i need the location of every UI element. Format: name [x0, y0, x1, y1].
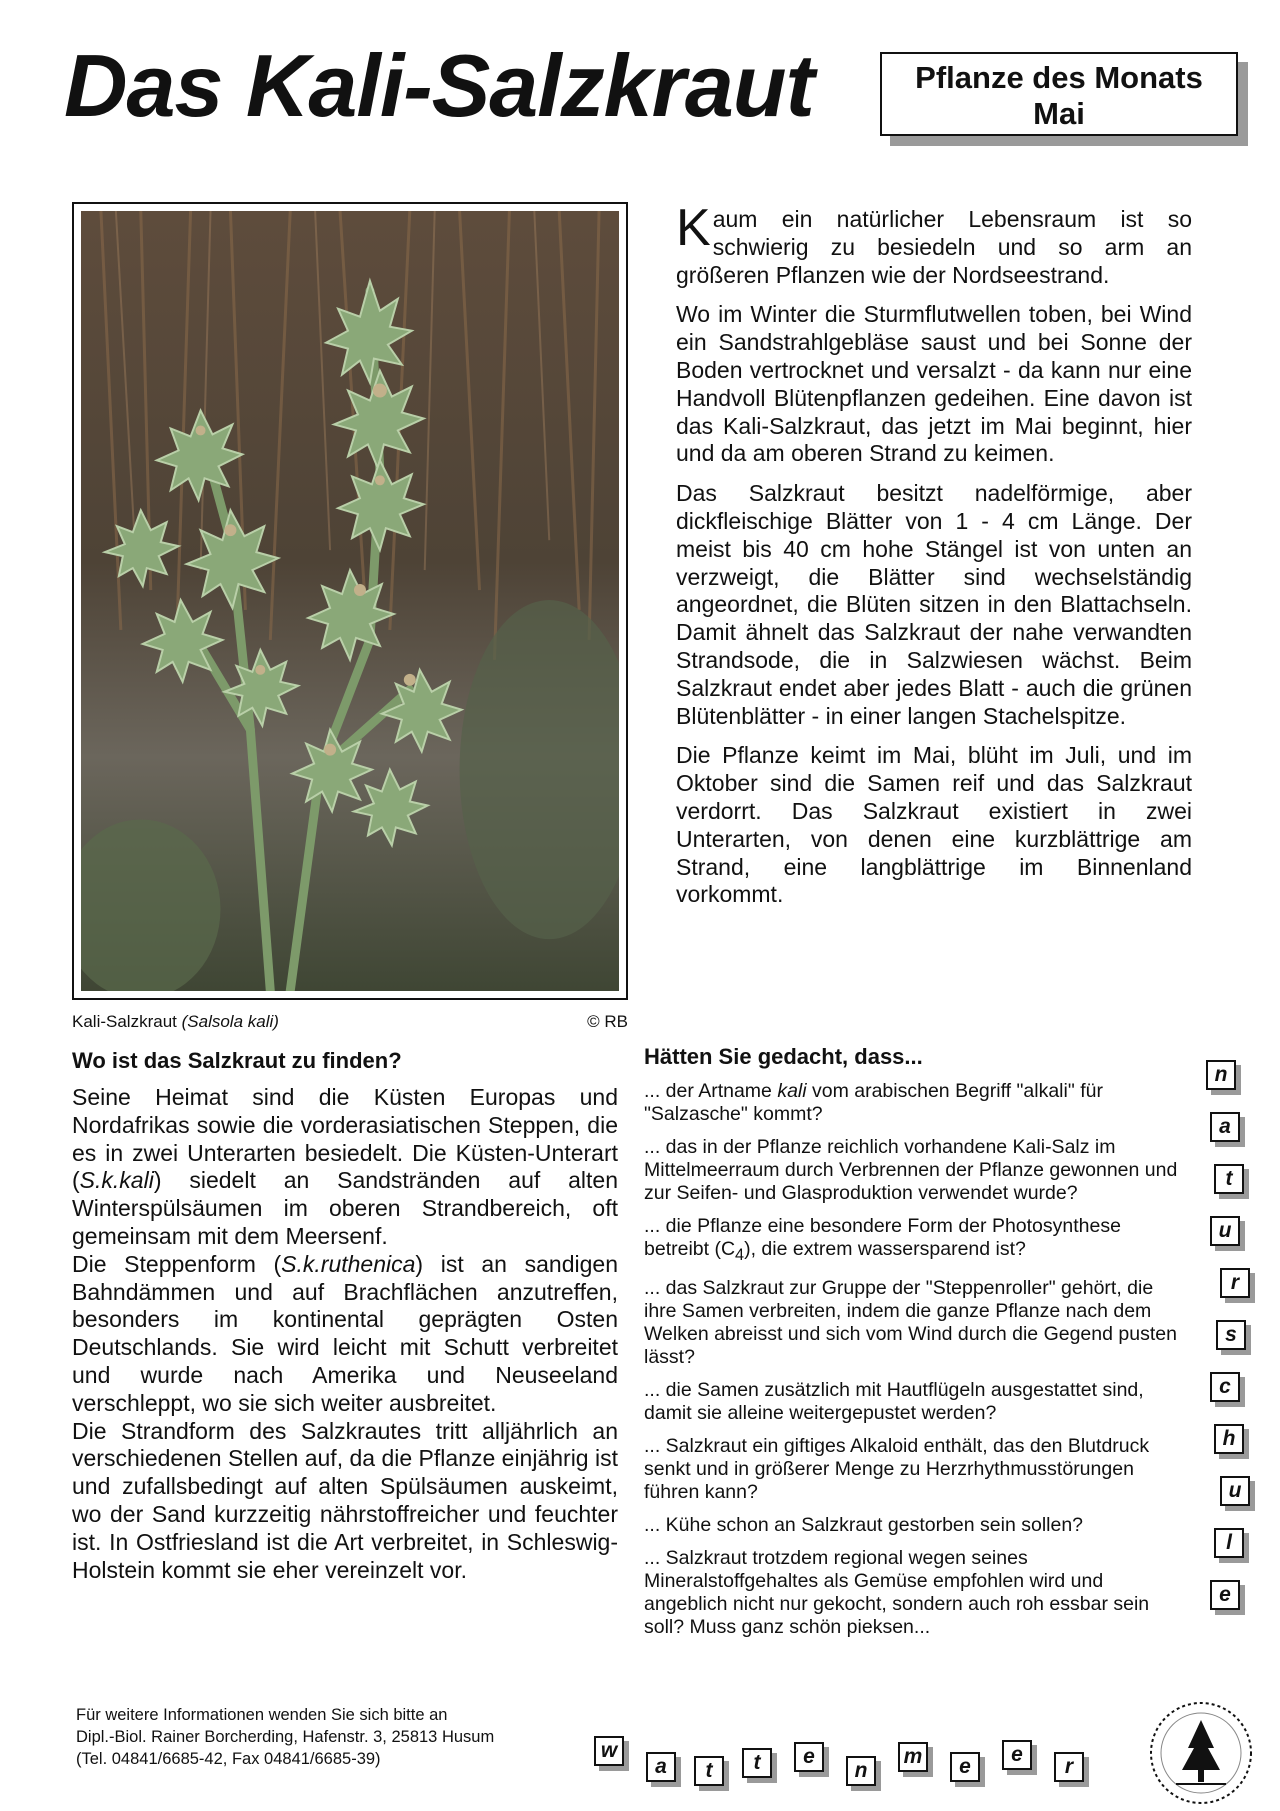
tree-stamp-icon: [1146, 1698, 1256, 1808]
contact-line2: Dipl.-Biol. Rainer Borcherding, Hafenstr. 3, 25813 Husum: [76, 1728, 495, 1746]
letter-tile: l: [1214, 1528, 1244, 1558]
intro-p2: Wo im Winter die Sturmflutwellen toben, bei Wind ein Sandstrahlgebläse saust und bei Sonne der Boden vertrocknet und versalzt - da kann nur eine Handvoll Blütenpflanzen gedeihen. Eine davon ist das Kali-Salzkraut, das jetzt im Mai beginnt, hier und da am oberen Strand zu keimen.: [676, 301, 1192, 467]
intro-p1: aum ein natürlicher Lebensraum ist so schwierig zu besiedeln und so arm an größeren Pflanzen wie der Nordseestrand.: [676, 206, 1192, 288]
letter-tile: t: [694, 1756, 724, 1786]
letter-tile: u: [1210, 1216, 1240, 1246]
letter-tile: n: [1206, 1060, 1236, 1090]
facts-section: [644, 1044, 1184, 1649]
letter-tile: r: [1054, 1752, 1084, 1782]
intro-p3: Das Salzkraut besitzt nadelförmige, aber dickfleischige Blätter von 1 - 4 cm Länge. Der meist bis 40 cm hohe Stängel ist von unten an verzweigt, die Blätter sind wechselständig angeordnet, die Blüten sitzen in den Blattachseln. Damit ähnelt das Salzkraut der nahe verwandten Strandsode, die in Salzwiesen wächst. Beim Salzkraut endet aber jedes Blatt - auch die grünen Blütenblätter - in einer langen Stachelspitze.: [676, 480, 1192, 729]
photo-caption: [72, 1012, 628, 1032]
where-text: [72, 1084, 618, 1584]
letter-tile: n: [846, 1756, 876, 1786]
intro-text: [676, 199, 1192, 921]
letter-tile: a: [646, 1752, 676, 1782]
caption-latin: (Salsola kali): [181, 1012, 279, 1031]
contact-info: [76, 1704, 494, 1770]
intro-paragraph: [676, 199, 1192, 289]
fact-item: ... die Samen zusätzlich mit Hautflügeln ausgestattet sind, damit sie alleine weitergepustet werden?: [644, 1378, 1144, 1424]
contact-line3: (Tel. 04841/6685-42, Fax 04841/6685-39): [76, 1750, 381, 1768]
badge-line1: Pflanze des Monats: [915, 60, 1203, 95]
photo-credit: © RB: [587, 1012, 628, 1031]
letter-tile: e: [950, 1752, 980, 1782]
fact-item: ... das in der Pflanze reichlich vorhandene Kali-Salz im Mittelmeerraum durch Verbrennen der Pflanze gewonnen und zur Seifen- und Glasproduktion verwendet wurde?: [644, 1136, 1178, 1204]
contact-line1: Für weitere Informationen wenden Sie sich bitte an: [76, 1706, 448, 1724]
letter-tile: r: [1220, 1268, 1250, 1298]
where-p1: Seine Heimat sind die Küsten Europas und Nordafrikas sowie die vorderasiatischen Steppen, die es in zwei Unterarten besiedelt. Die Küsten-Unterart (S.k.kali) siedelt an Sandstränden auf alten Winterspülsäumen im oberen Strandbereich, oft gemeinsam mit dem Meersenf.: [72, 1084, 618, 1249]
letter-tile: t: [742, 1748, 772, 1778]
letter-tile: s: [1216, 1320, 1246, 1350]
letter-tile: e: [794, 1742, 824, 1772]
fact-item: ... der Artname kali vom arabischen Begriff "alkali" für "Salzasche" kommt?: [644, 1080, 1103, 1125]
where-p2: Die Steppenform (S.k.ruthenica) ist an sandigen Bahndämmen und auf Brachflächen anzutreffen, besonders im kontinental geprägten Osten Deutschlands. Sie wird leicht mit Schutt verbreitet und wurde nach Amerika und Neuseeland verschleppt, wo sie sich weiter ausbreitet.: [72, 1250, 618, 1416]
letter-tile: a: [1210, 1112, 1240, 1142]
page-title: Das Kali-Salzkraut: [64, 36, 814, 135]
plant-photo: [72, 202, 628, 1000]
caption-name: Kali-Salzkraut: [72, 1012, 182, 1031]
where-section: [72, 1048, 618, 1584]
fact-item: ... die Pflanze eine besondere Form der Photosynthese betreibt $(C_4)$, die extrem wassersparend ist?: [644, 1215, 1121, 1264]
month-badge: [880, 52, 1238, 136]
letter-tile: e: [1210, 1580, 1240, 1610]
letter-tile: t: [1214, 1164, 1244, 1194]
letter-tile: m: [898, 1742, 928, 1772]
letter-tile: h: [1214, 1424, 1244, 1454]
badge-line2: Mai: [1033, 96, 1085, 131]
fact-item: ... Kühe schon an Salzkraut gestorben sein sollen?: [644, 1513, 1084, 1536]
facts-list: [644, 1080, 1184, 1639]
facts-heading: Hätten Sie gedacht, dass...: [644, 1044, 923, 1069]
intro-p4: Die Pflanze keimt im Mai, blüht im Juli, und im Oktober sind die Samen reif und das Salzkraut verdorrt. Das Salzkraut existiert in zwei Unterarten, von denen eine kurzblättrige am Strand, eine langblättrige im Binnenland vorkommt.: [676, 742, 1192, 908]
where-heading: Wo ist das Salzkraut zu finden?: [72, 1048, 402, 1073]
drop-cap: K: [676, 199, 711, 257]
where-p3: Die Strandform des Salzkrautes tritt alljährlich an verschiedenen Stellen auf, da die Pflanze einjährig ist und zufallsbedingt auf alten Spülsäumen auskeimt, wo der Sand kurzzeitig nährstoffreicher und feuchter ist. In Ostfriesland ist die Art verbreitet, in Schleswig-Holstein kommt sie eher vereinzelt vor.: [72, 1417, 618, 1583]
fact-item: ... das Salzkraut zur Gruppe der "Steppenroller" gehört, die ihre Samen verbreiten, indem die ganze Pflanze nach dem Welken abreisst und sich vom Wind durch die Gegend pusten lässt?: [644, 1276, 1177, 1368]
fact-item: ... Salzkraut trotzdem regional wegen seines Mineralstoffgehaltes als Gemüse empfohlen wird und angeblich nicht nur gekocht, sondern auch roh essbar sein soll? Muss ganz schön pieksen...: [644, 1546, 1150, 1638]
letter-tile: e: [1002, 1740, 1032, 1770]
letter-tile: c: [1210, 1372, 1240, 1402]
plant-photo-image: [81, 211, 619, 991]
letter-tile: w: [594, 1736, 624, 1766]
fact-item: ... Salzkraut ein giftiges Alkaloid enthält, das den Blutdruck senkt und in größerer Menge zu Herzrhythmusstörungen führen kann?: [644, 1434, 1150, 1503]
letter-tile: u: [1220, 1476, 1250, 1506]
